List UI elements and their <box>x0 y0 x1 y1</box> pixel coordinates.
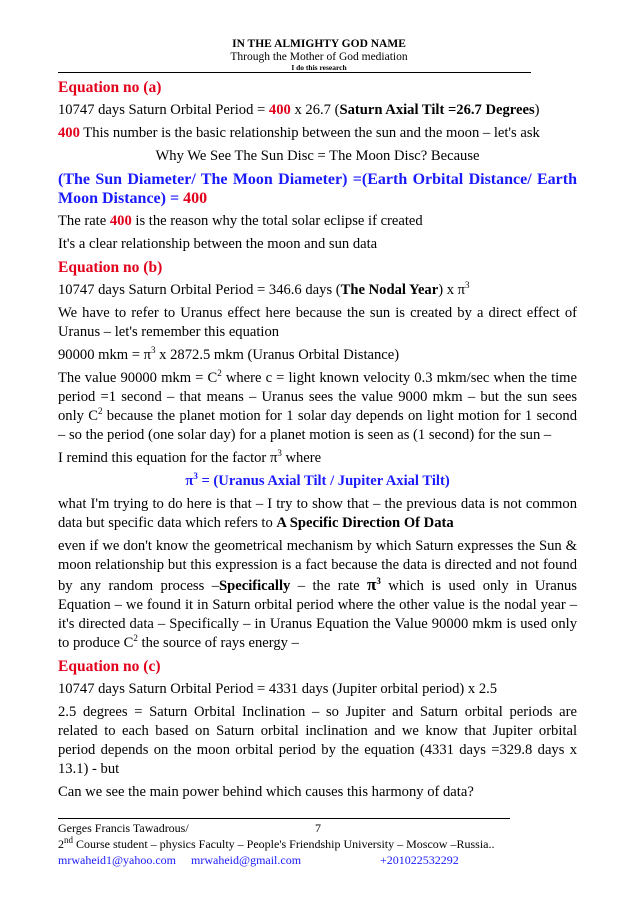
equation-b-line: 10747 days Saturn Orbital Period = 346.6 days (The Nodal Year) x $\pi^3$ <box>58 280 470 298</box>
equation-a-line: 10747 days Saturn Orbital Period = 400 x 26.7 (Saturn Axial Tilt =26.7 Degrees) <box>58 102 540 118</box>
light-velocity-paragraph: The value 90000 mkm = $C^2$ where c = light known velocity 0.3 mkm/sec when the time period =1 second – that means – Uranus sees the value 9000 mkm – but the sun sees only $C^2$ because the planet motion for 1 solar day depends on light motion for 1 second – so the period (one solar day) for a planet motion is seen as (1 second) for the sun – <box>58 368 578 443</box>
header-subtitle: Through the Mother of God mediation <box>230 51 408 63</box>
footer-emails <box>58 853 301 868</box>
header-title: IN THE ALMIGHTY GOD NAME <box>232 38 406 50</box>
harmony-question: Can we see the main power behind which causes this harmony of data? <box>58 784 474 800</box>
page-number: 7 <box>315 821 321 835</box>
specific-data-paragraph: what I'm trying to do here is that – I try to show that – the previous data is not common data but specific data which refers to A Specific Direction Of Data <box>58 496 577 531</box>
inclination-paragraph: 2.5 degrees = Saturn Orbital Inclination – so Jupiter and Saturn orbital periods are related to each based on Saturn orbital inclination and we know that Jupiter orbital period depends on the moon orbital period by the equation (4331 days =329.8 days x 13.1) - but <box>58 704 577 777</box>
header-divider <box>58 72 531 73</box>
sun-moon-formula: (The Sun Diameter/ The Moon Diameter) =(Earth Orbital Distance/ Earth Moon Distance) = 400 <box>58 171 577 207</box>
clear-relationship-line: It's a clear relationship between the moon and sun data <box>58 236 378 252</box>
relationship-line: 400 This number is the basic relationship between the sun and the moon – let's ask <box>58 125 540 141</box>
footer-phone: +201022532292 <box>380 853 459 867</box>
geometrical-paragraph: even if we don't know the geometrical mechanism by which Saturn expresses the Sun & moon relationship but this expression is a fact because the data is directed and not found by any random process –Specifically – the rate $\pi^3$ which is used only in Uranus Equation – we found it in Saturn orbital period where the other value is the nodal year – it's directed data – Specifically – in Uranus Equation the Value 90000 mkm is used only to produce $C^2$ the source of rays energy – <box>58 538 577 651</box>
pi-formula: $\pi^3$ = (Uranus Axial Tilt / Jupiter Axial Tilt) <box>185 471 450 489</box>
footer-course: 2nd Course student – physics Faculty – People's Friendship University – Moscow –Russia.. <box>58 835 495 851</box>
equation-a-heading: Equation no (a) <box>58 79 162 96</box>
email-link-gmail[interactable]: mrwaheid@gmail.com <box>191 853 302 867</box>
footer-author: Gerges Francis Tawadrous/ <box>58 821 189 835</box>
uranus-paragraph: We have to refer to Uranus effect here because the sun is created by a direct effect of Uranus – let's remember this equation <box>58 305 577 340</box>
header-note: I do this research <box>291 63 347 72</box>
remind-line: I remind this equation for the factor $\pi^3$ where <box>58 448 322 466</box>
equation-c-line: 10747 days Saturn Orbital Period = 4331 days (Jupiter orbital period) x 2.5 <box>58 681 498 697</box>
equation-b-heading: Equation no (b) <box>58 259 163 276</box>
footer-divider <box>58 818 510 819</box>
document-body <box>58 78 577 806</box>
email-link-yahoo[interactable]: mrwaheid1@yahoo.com <box>58 853 177 867</box>
equation-c-heading: Equation no (c) <box>58 658 161 675</box>
eclipse-line: The rate 400 is the reason why the total solar eclipse if created <box>58 213 423 229</box>
uranus-equation: 90000 mkm = $\pi^3$ x 2872.5 mkm (Uranus Orbital Distance) <box>58 345 400 363</box>
question-line: Why We See The Sun Disc = The Moon Disc? Because <box>155 148 480 164</box>
